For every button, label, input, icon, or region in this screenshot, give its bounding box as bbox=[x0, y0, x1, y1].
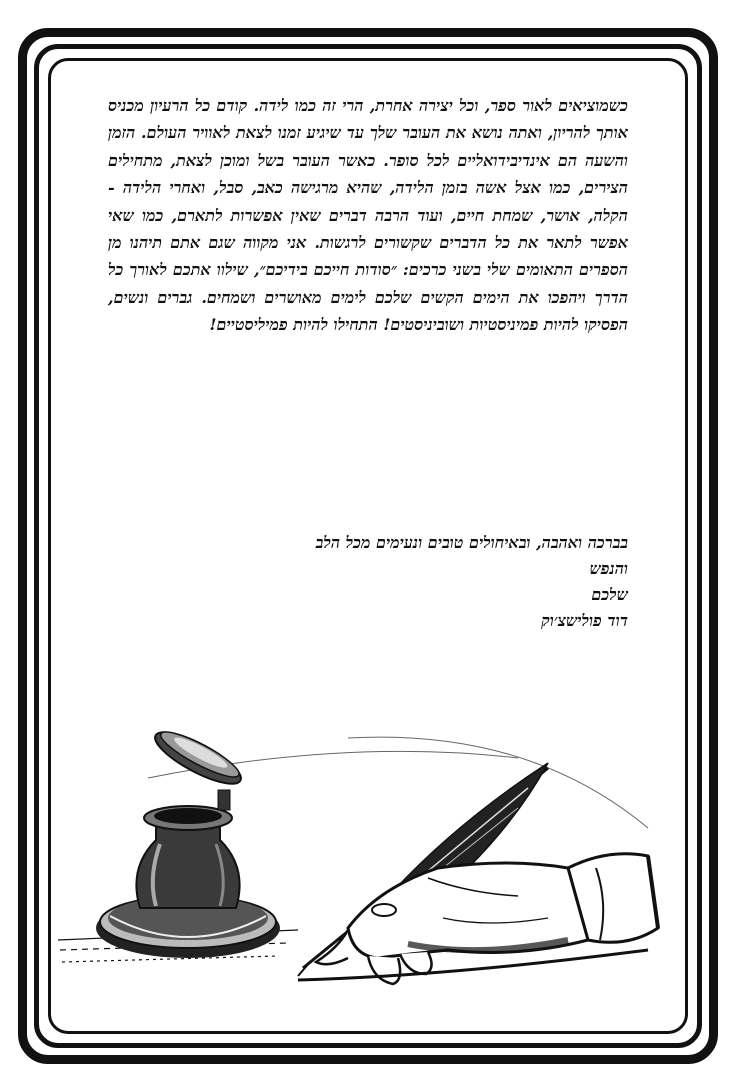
writing-hand-icon bbox=[316, 854, 658, 984]
closing-greeting-continued: והנפש bbox=[589, 559, 628, 578]
inkwell-and-quill-illustration bbox=[48, 718, 688, 1018]
shadow-line bbox=[298, 950, 648, 980]
letter-page bbox=[48, 58, 688, 1034]
inkwell-icon bbox=[96, 723, 280, 958]
closing-yours: שלכם bbox=[591, 585, 628, 604]
author-signature: דוד פולישצ׳וק bbox=[541, 611, 628, 630]
closing-greeting: בברכה ואהבה, ובאיחולים טובים ונעימים מכל הלב bbox=[315, 533, 628, 552]
letter-closing bbox=[108, 530, 628, 634]
letter-body: כשמוציאים לאור ספר, וכל יצירה אחרת, הרי זה כמו לידה. קודם כל הרעיון מכניס אותך להריון, ואתה נושא את העובר שלך עד שיגיע זמנו לצאת לאוויר העולם. הזמן והשעה הם אינדיבידואליים לכל סופר. כאשר העובר בשל ומוכן לצאת, מתחילים הצירים, כמו אצל אשה בזמן הלידה, שהיא מרגישה כאב, סבל, ואחרי הלידה - הקלה, אושר, שמחת חיים, ועוד הרבה דברים שאין אפשרות לתארם, כמו שאי אפשר לתאר את כל הדברים שקשורים לרגשות. אני מקווה שגם אתם תיהנו מן הספרים התאומים שלי בשני כרכים: ״סודות חייכם בידיכם״, שילוו אתכם לאורך כל הדרך ויהפכו את הימים הקשים שלכם לימים מאושרים ושמחים. גברים ונשים, הפסיקו להיות פמיניסטיות ושוביניסטים! התחילו להיות פמיליסטיים! bbox=[108, 96, 629, 335]
